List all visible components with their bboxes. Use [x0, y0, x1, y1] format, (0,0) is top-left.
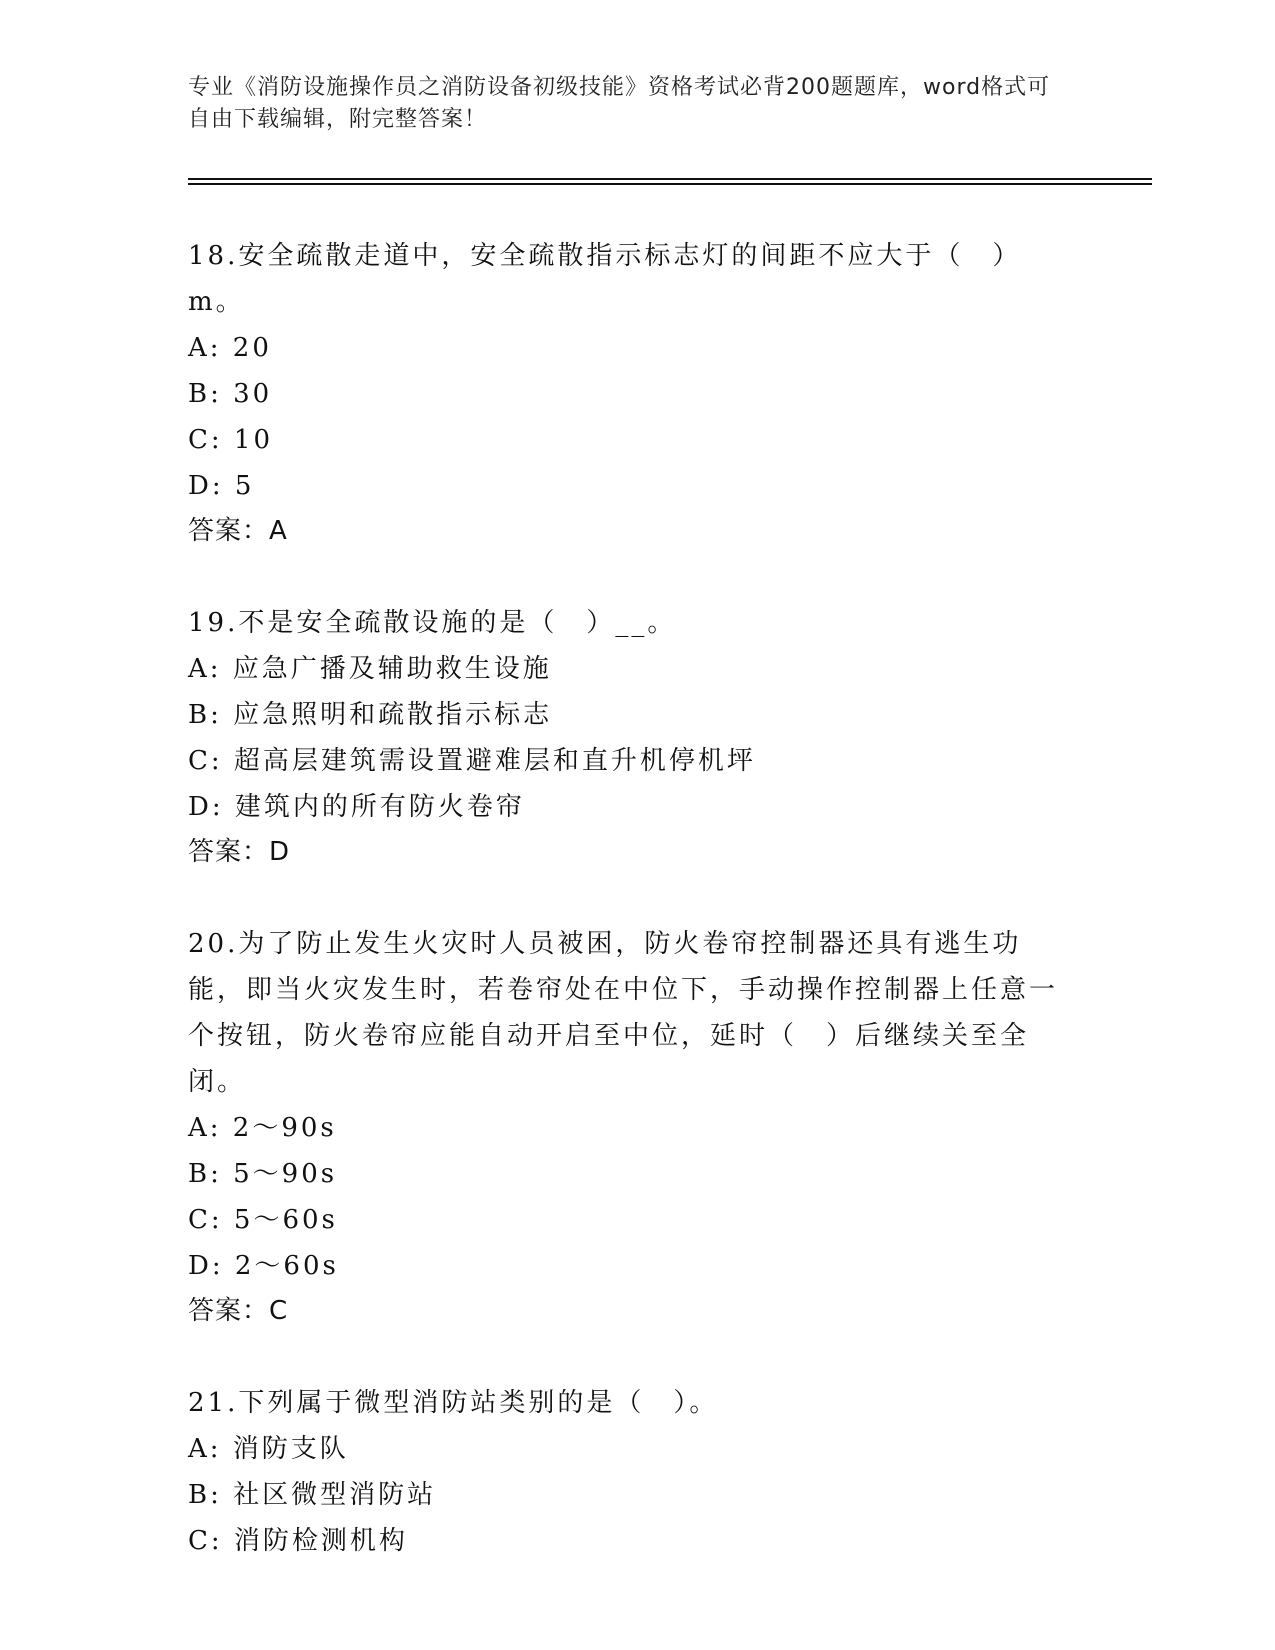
option-a: A: 消防支队 — [188, 1434, 349, 1464]
option-c: C: 10 — [188, 425, 274, 455]
option-c: C: 超高层建筑需设置避难层和直升机停机坪 — [188, 746, 756, 776]
question-text: 20.为了防止发生火灾时人员被困，防火卷帘控制器还具有逃生功能，即当火灾发生时，若卷帘处在中位下，手动操作控制器上任意一个按钮，防火卷帘应能自动开启至中位，延时（ ）后继续关至全闭。 — [188, 929, 1059, 1097]
option-a: A: 应急广播及辅助救生设施 — [188, 654, 552, 684]
header-divider-bottom — [188, 183, 1152, 185]
question-20 — [188, 921, 1068, 1333]
option-c: C: 5～60s — [188, 1205, 338, 1235]
option-b: B: 社区微型消防站 — [188, 1480, 437, 1510]
option-a: A: 2～90s — [188, 1113, 337, 1143]
question-21 — [188, 1380, 1068, 1564]
question-text: 19.不是安全疏散设施的是（ ）__。 — [188, 608, 677, 638]
option-d: D: 5 — [188, 471, 255, 501]
option-b: B: 30 — [188, 379, 273, 409]
option-d: D: 建筑内的所有防火卷帘 — [188, 792, 525, 822]
option-b: B: 5～90s — [188, 1159, 338, 1189]
header-divider-top — [188, 178, 1152, 180]
question-18 — [188, 233, 1068, 553]
option-d: D: 2～60s — [188, 1251, 339, 1281]
answer: 答案：A — [188, 516, 288, 546]
answer: 答案：C — [188, 1296, 289, 1326]
option-b: B: 应急照明和疏散指示标志 — [188, 700, 553, 730]
answer: 答案：D — [188, 837, 291, 867]
question-text: 21.下列属于微型消防站类别的是（ ）。 — [188, 1388, 719, 1418]
option-a: A: 20 — [188, 333, 272, 363]
question-text: 18.安全疏散走道中，安全疏散指示标志灯的间距不应大于（ ）m。 — [188, 241, 1022, 317]
option-c: C: 消防检测机构 — [188, 1526, 408, 1556]
question-19 — [188, 600, 1068, 874]
document-header: 专业《消防设施操作员之消防设备初级技能》资格考试必背200题题库，word格式可自由下载编辑，附完整答案！ — [188, 75, 1051, 132]
question-list — [188, 233, 1068, 1564]
